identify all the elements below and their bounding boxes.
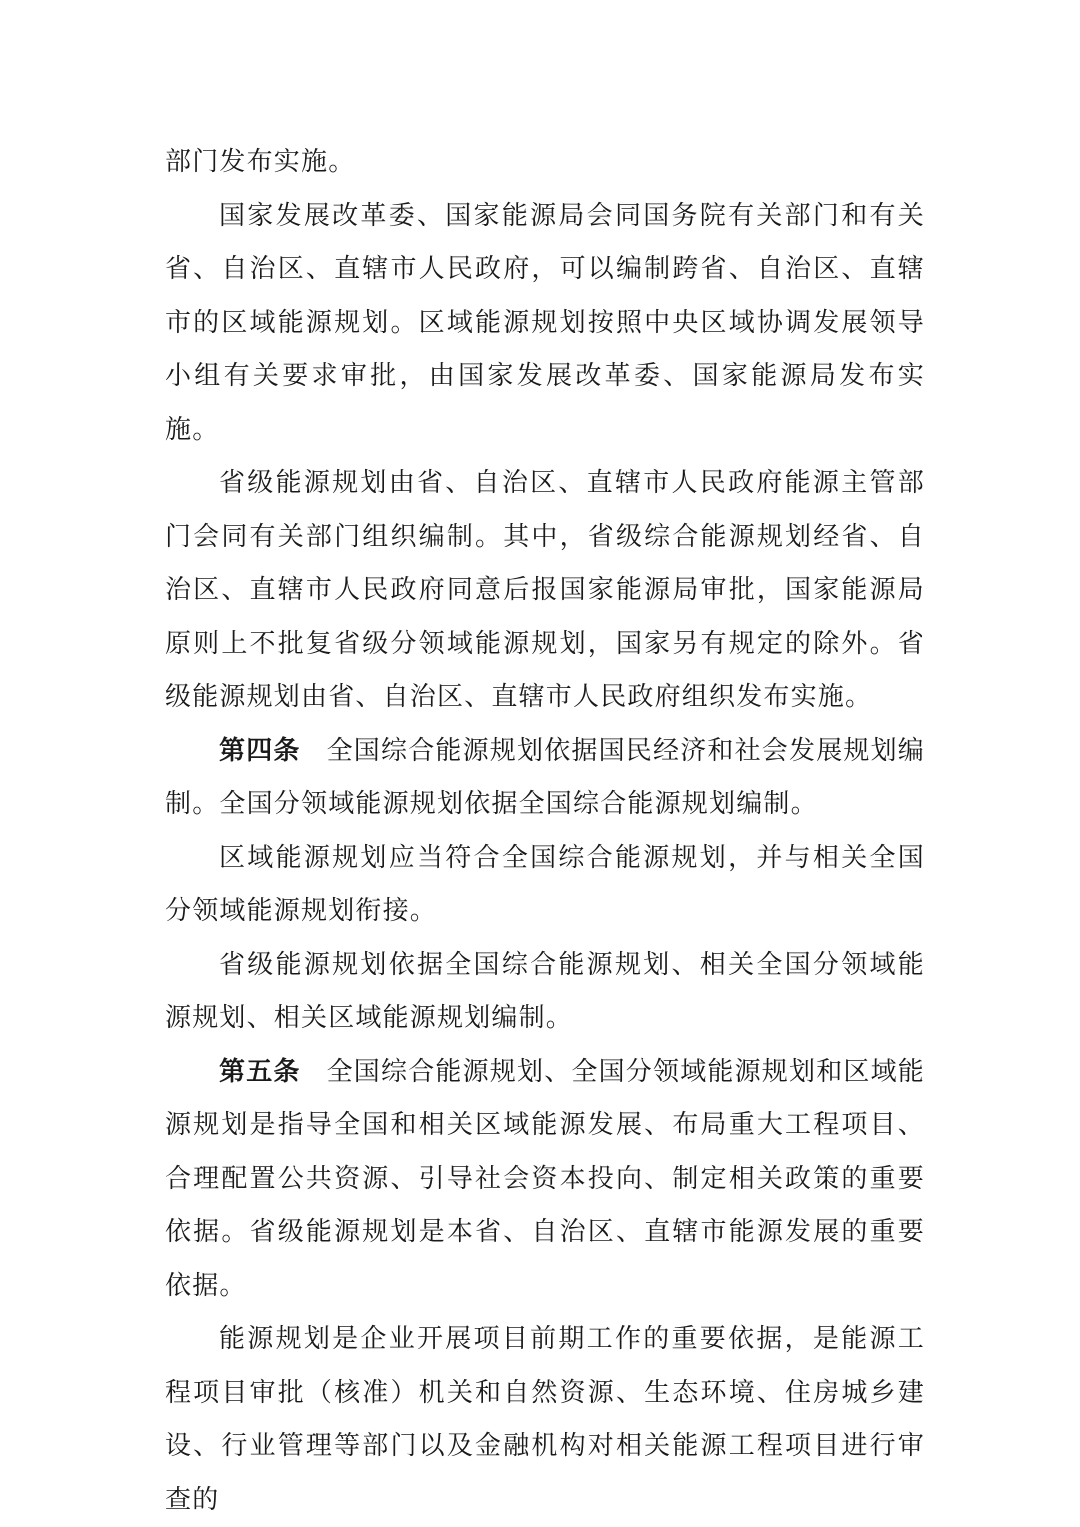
paragraph-text: 区域能源规划应当符合全国综合能源规划，并与相关全国分领域能源规划衔接。	[165, 842, 925, 926]
paragraph-5	[165, 832, 925, 939]
article-5-label: 第五条	[219, 1056, 301, 1087]
paragraph-text: 全国综合能源规划依据国民经济和社会发展规划编制。全国分领域能源规划依据全国综合能源规划编制。	[165, 735, 926, 819]
paragraph-8	[165, 1313, 925, 1527]
article-4-paragraph	[165, 725, 925, 832]
paragraph-text: 部门发布实施。	[165, 147, 356, 177]
paragraph-2	[165, 190, 925, 458]
paragraph-text: 国家发展改革委、国家能源局会同国务院有关部门和有关省、自治区、直辖市人民政府，可以编制跨省、自治区、直辖市的区域能源规划。区域能源规划按照中央区域协调发展领导小组有关要求审批，由国家发展改革委、国家能源局发布实施。	[165, 200, 925, 445]
paragraph-text: 省级能源规划依据全国综合能源规划、相关全国分领域能源规划、相关区域能源规划编制。	[165, 949, 925, 1033]
paragraph-text: 能源规划是企业开展项目前期工作的重要依据，是能源工程项目审批（核准）机关和自然资源、生态环境、住房城乡建设、行业管理等部门以及金融机构对相关能源工程项目进行审查的	[165, 1324, 925, 1515]
paragraph-text: 全国综合能源规划、全国分领域能源规划和区域能源规划是指导全国和相关区域能源发展、布局重大工程项目、合理配置公共资源、引导社会资本投向、制定相关政策的重要依据。省级能源规划是本省、自治区、直辖市能源发展的重要依据。	[165, 1056, 926, 1301]
paragraph-text: 省级能源规划由省、自治区、直辖市人民政府能源主管部门会同有关部门组织编制。其中，省级综合能源规划经省、自治区、直辖市人民政府同意后报国家能源局审批，国家能源局原则上不批复省级分领域能源规划，国家另有规定的除外。省级能源规划由省、自治区、直辖市人民政府组织发布实施。	[165, 468, 925, 712]
paragraph-1	[165, 136, 925, 190]
document-body	[165, 136, 925, 1527]
article-4-label: 第四条	[219, 735, 301, 766]
paragraph-3	[165, 457, 925, 725]
paragraph-6	[165, 939, 925, 1046]
article-5-paragraph	[165, 1046, 925, 1314]
